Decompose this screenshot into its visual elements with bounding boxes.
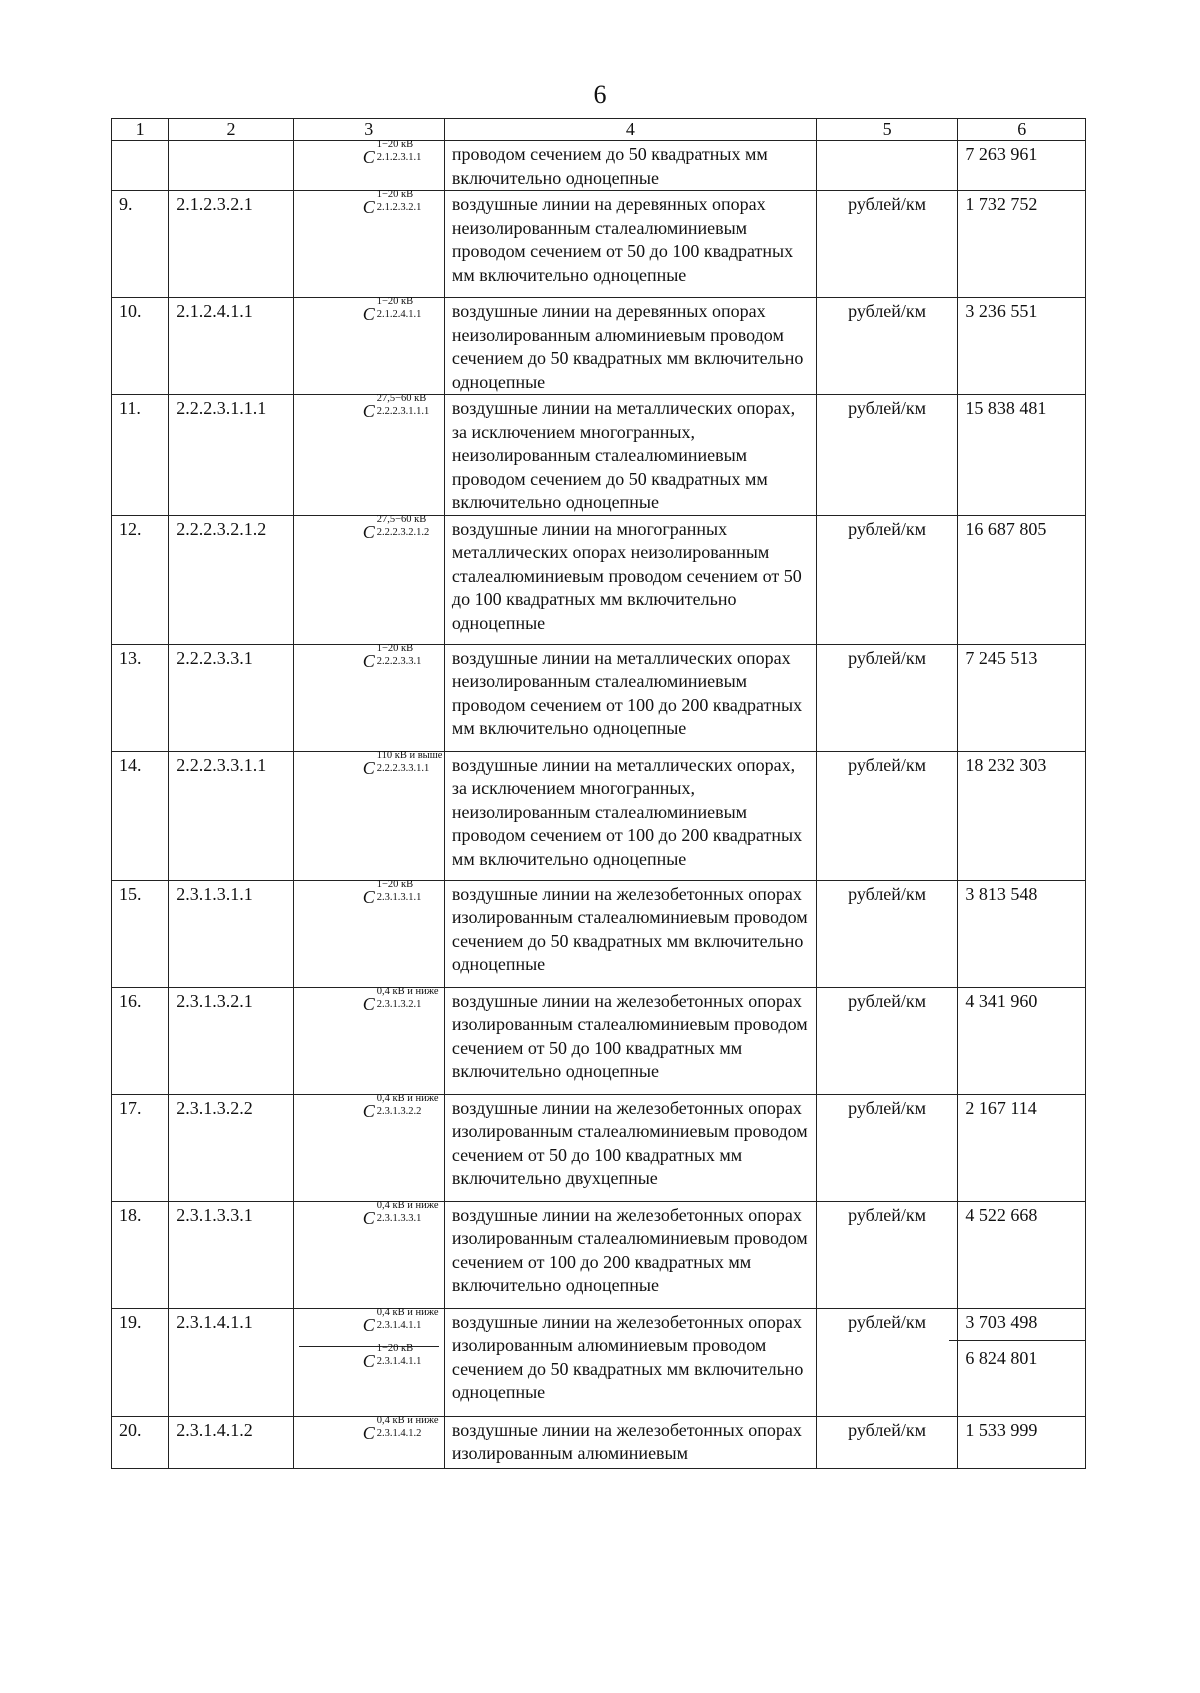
row-code: 2.3.1.3.2.2 (169, 1094, 293, 1201)
row-description: воздушные линии на железобетонных опорах изолированным сталеалюминиевым проводом сечением от 100 до 200 квадратных мм включительно одноцепные (444, 1201, 816, 1308)
row-description: воздушные линии на металлических опорах неизолированным сталеалюминиевым проводом сечением от 100 до 200 квадратных мм включительно одноцепные (444, 644, 816, 751)
row-description: воздушные линии на железобетонных опорах изолированным сталеалюминиевым проводом сечением от 50 до 100 квадратных мм включительно одноцепные (444, 987, 816, 1094)
table-row (112, 141, 1086, 191)
row-code: 2.1.2.4.1.1 (169, 298, 293, 395)
row-value: 3 236 551 (958, 298, 1086, 395)
row-code: 2.2.2.3.3.1 (169, 644, 293, 751)
row-unit (816, 141, 958, 191)
row-number: 19. (112, 1308, 169, 1416)
symbol-formula: C 0,4 кВ и ниже 2.3.1.4.1.1 (362, 1306, 439, 1335)
table-row (112, 987, 1086, 1094)
row-symbol (293, 1416, 444, 1468)
row-code: 2.2.2.3.1.1.1 (169, 395, 293, 516)
row-code (169, 141, 293, 191)
table-row (112, 395, 1086, 516)
symbol-formula: C 1−20 кВ 2.1.2.3.2.1 (362, 189, 422, 217)
symbol-formula: C 1−20 кВ 2.1.2.4.1.1 (362, 296, 422, 324)
row-code: 2.2.2.3.3.1.1 (169, 751, 293, 880)
row-unit: рублей/км (816, 987, 958, 1094)
row-unit: рублей/км (816, 1416, 958, 1468)
row-value: 4 341 960 (958, 987, 1086, 1094)
row-description: воздушные линии на железобетонных опорах изолированным сталеалюминиевым проводом сечением до 50 квадратных мм включительно одноцепные (444, 880, 816, 987)
symbol-formula: C 0,4 кВ и ниже 2.3.1.3.2.1 (362, 985, 439, 1014)
row-symbol (293, 751, 444, 880)
tariff-table (111, 118, 1086, 1469)
table-row (112, 515, 1086, 644)
table-body (112, 141, 1086, 1469)
row-value (958, 1308, 1086, 1416)
row-unit: рублей/км (816, 880, 958, 987)
symbol-formula: C 1−20 кВ 2.3.1.3.1.1 (362, 878, 422, 907)
row-code: 2.3.1.4.1.2 (169, 1416, 293, 1468)
row-unit: рублей/км (816, 395, 958, 516)
row-unit: рублей/км (816, 1308, 958, 1416)
row-value-1: 3 703 498 (965, 1311, 1038, 1332)
column-header-1: 1 (112, 119, 169, 141)
table-row (112, 1308, 1086, 1416)
row-number: 11. (112, 395, 169, 516)
symbol-formula: C 1−20 кВ 2.2.2.3.3.1 (362, 642, 422, 671)
row-description: воздушные линии на деревянных опорах неизолированным сталеалюминиевым проводом сечением от 50 до 100 квадратных мм включительно одноцепные (444, 191, 816, 298)
row-description: воздушные линии на металлических опорах, за исключением многогранных, неизолированным сталеалюминиевым проводом сечением от 100 до 200 квадратных мм включительно одноцепные (444, 751, 816, 880)
row-unit: рублей/км (816, 644, 958, 751)
row-unit: рублей/км (816, 751, 958, 880)
table-header (112, 119, 1086, 141)
row-symbol (293, 1094, 444, 1201)
row-value: 18 232 303 (958, 751, 1086, 880)
row-description: воздушные линии на железобетонных опорах изолированным сталеалюминиевым проводом сечением от 50 до 100 квадратных мм включительно двухцепные (444, 1094, 816, 1201)
row-number (112, 141, 169, 191)
row-value: 1 533 999 (958, 1416, 1086, 1468)
column-header-2: 2 (169, 119, 293, 141)
row-code: 2.2.2.3.2.1.2 (169, 515, 293, 644)
row-code: 2.3.1.3.3.1 (169, 1201, 293, 1308)
row-value: 7 263 961 (958, 141, 1086, 191)
symbol-formula: C 27,5−60 кВ 2.2.2.3.2.1.2 (362, 513, 430, 542)
row-symbol (293, 395, 444, 516)
cell-divider (949, 1340, 1085, 1341)
table-row (112, 880, 1086, 987)
row-number: 10. (112, 298, 169, 395)
column-header-3: 3 (293, 119, 444, 141)
row-number: 14. (112, 751, 169, 880)
symbol-formula: C 1−20 кВ 2.3.1.4.1.1 (362, 1342, 422, 1371)
table-row (112, 1416, 1086, 1468)
table-row (112, 1094, 1086, 1201)
row-value: 7 245 513 (958, 644, 1086, 751)
row-description: проводом сечением до 50 квадратных мм включительно одноцепные (444, 141, 816, 191)
row-value-2: 6 824 801 (965, 1348, 1038, 1368)
row-number: 20. (112, 1416, 169, 1468)
row-number: 9. (112, 191, 169, 298)
row-description: воздушные линии на деревянных опорах неизолированным алюминиевым проводом сечением до 50 квадратных мм включительно одноцепные (444, 298, 816, 395)
symbol-formula: C 110 кВ и выше 2.2.2.3.3.1.1 (362, 749, 443, 778)
row-code: 2.3.1.3.2.1 (169, 987, 293, 1094)
row-symbol (293, 191, 444, 298)
row-symbol (293, 880, 444, 987)
page-number: 6 (593, 80, 607, 109)
row-value: 1 732 752 (958, 191, 1086, 298)
symbol-formula: C 0,4 кВ и ниже 2.3.1.4.1.2 (362, 1414, 439, 1443)
row-symbol (293, 515, 444, 644)
row-unit: рублей/км (816, 298, 958, 395)
column-header-6: 6 (958, 119, 1086, 141)
row-code: 2.3.1.4.1.1 (169, 1308, 293, 1416)
table-row (112, 1201, 1086, 1308)
row-symbol (293, 141, 444, 191)
row-description: воздушные линии на железобетонных опорах изолированным алюминиевым (444, 1416, 816, 1468)
row-symbol (293, 644, 444, 751)
table-row (112, 298, 1086, 395)
row-number: 12. (112, 515, 169, 644)
row-value: 16 687 805 (958, 515, 1086, 644)
row-value: 3 813 548 (958, 880, 1086, 987)
row-value: 15 838 481 (958, 395, 1086, 516)
row-value: 4 522 668 (958, 1201, 1086, 1308)
row-number: 18. (112, 1201, 169, 1308)
column-header-4: 4 (444, 119, 816, 141)
row-number: 13. (112, 644, 169, 751)
row-description: воздушные линии на металлических опорах, за исключением многогранных, неизолированным сталеалюминиевым проводом сечением до 50 квадратных мм включительно одноцепные (444, 395, 816, 516)
row-code: 2.1.2.3.2.1 (169, 191, 293, 298)
row-unit: рублей/км (816, 1201, 958, 1308)
row-number: 17. (112, 1094, 169, 1201)
row-unit: рублей/км (816, 191, 958, 298)
column-header-5: 5 (816, 119, 958, 141)
row-symbol (293, 987, 444, 1094)
row-unit: рублей/км (816, 515, 958, 644)
row-value: 2 167 114 (958, 1094, 1086, 1201)
row-symbol (293, 1308, 444, 1416)
table-row (112, 191, 1086, 298)
table-row (112, 644, 1086, 751)
symbol-formula: C 0,4 кВ и ниже 2.3.1.3.3.1 (362, 1199, 439, 1228)
symbol-formula: C 1−20 кВ 2.1.2.3.1.1 (362, 139, 422, 167)
symbol-formula: C 0,4 кВ и ниже 2.3.1.3.2.2 (362, 1092, 439, 1121)
symbol-formula: C 27,5−60 кВ 2.2.2.3.1.1.1 (362, 393, 430, 421)
row-symbol (293, 298, 444, 395)
row-code: 2.3.1.3.1.1 (169, 880, 293, 987)
table-row (112, 751, 1086, 880)
row-description: воздушные линии на многогранных металлических опорах неизолированным сталеалюминиевым проводом сечением от 50 до 100 квадратных мм включительно одноцепные (444, 515, 816, 644)
row-number: 16. (112, 987, 169, 1094)
row-unit: рублей/км (816, 1094, 958, 1201)
row-number: 15. (112, 880, 169, 987)
row-description: воздушные линии на железобетонных опорах изолированным алюминиевым проводом сечением до 50 квадратных мм включительно одноцепные (444, 1308, 816, 1416)
row-symbol (293, 1201, 444, 1308)
